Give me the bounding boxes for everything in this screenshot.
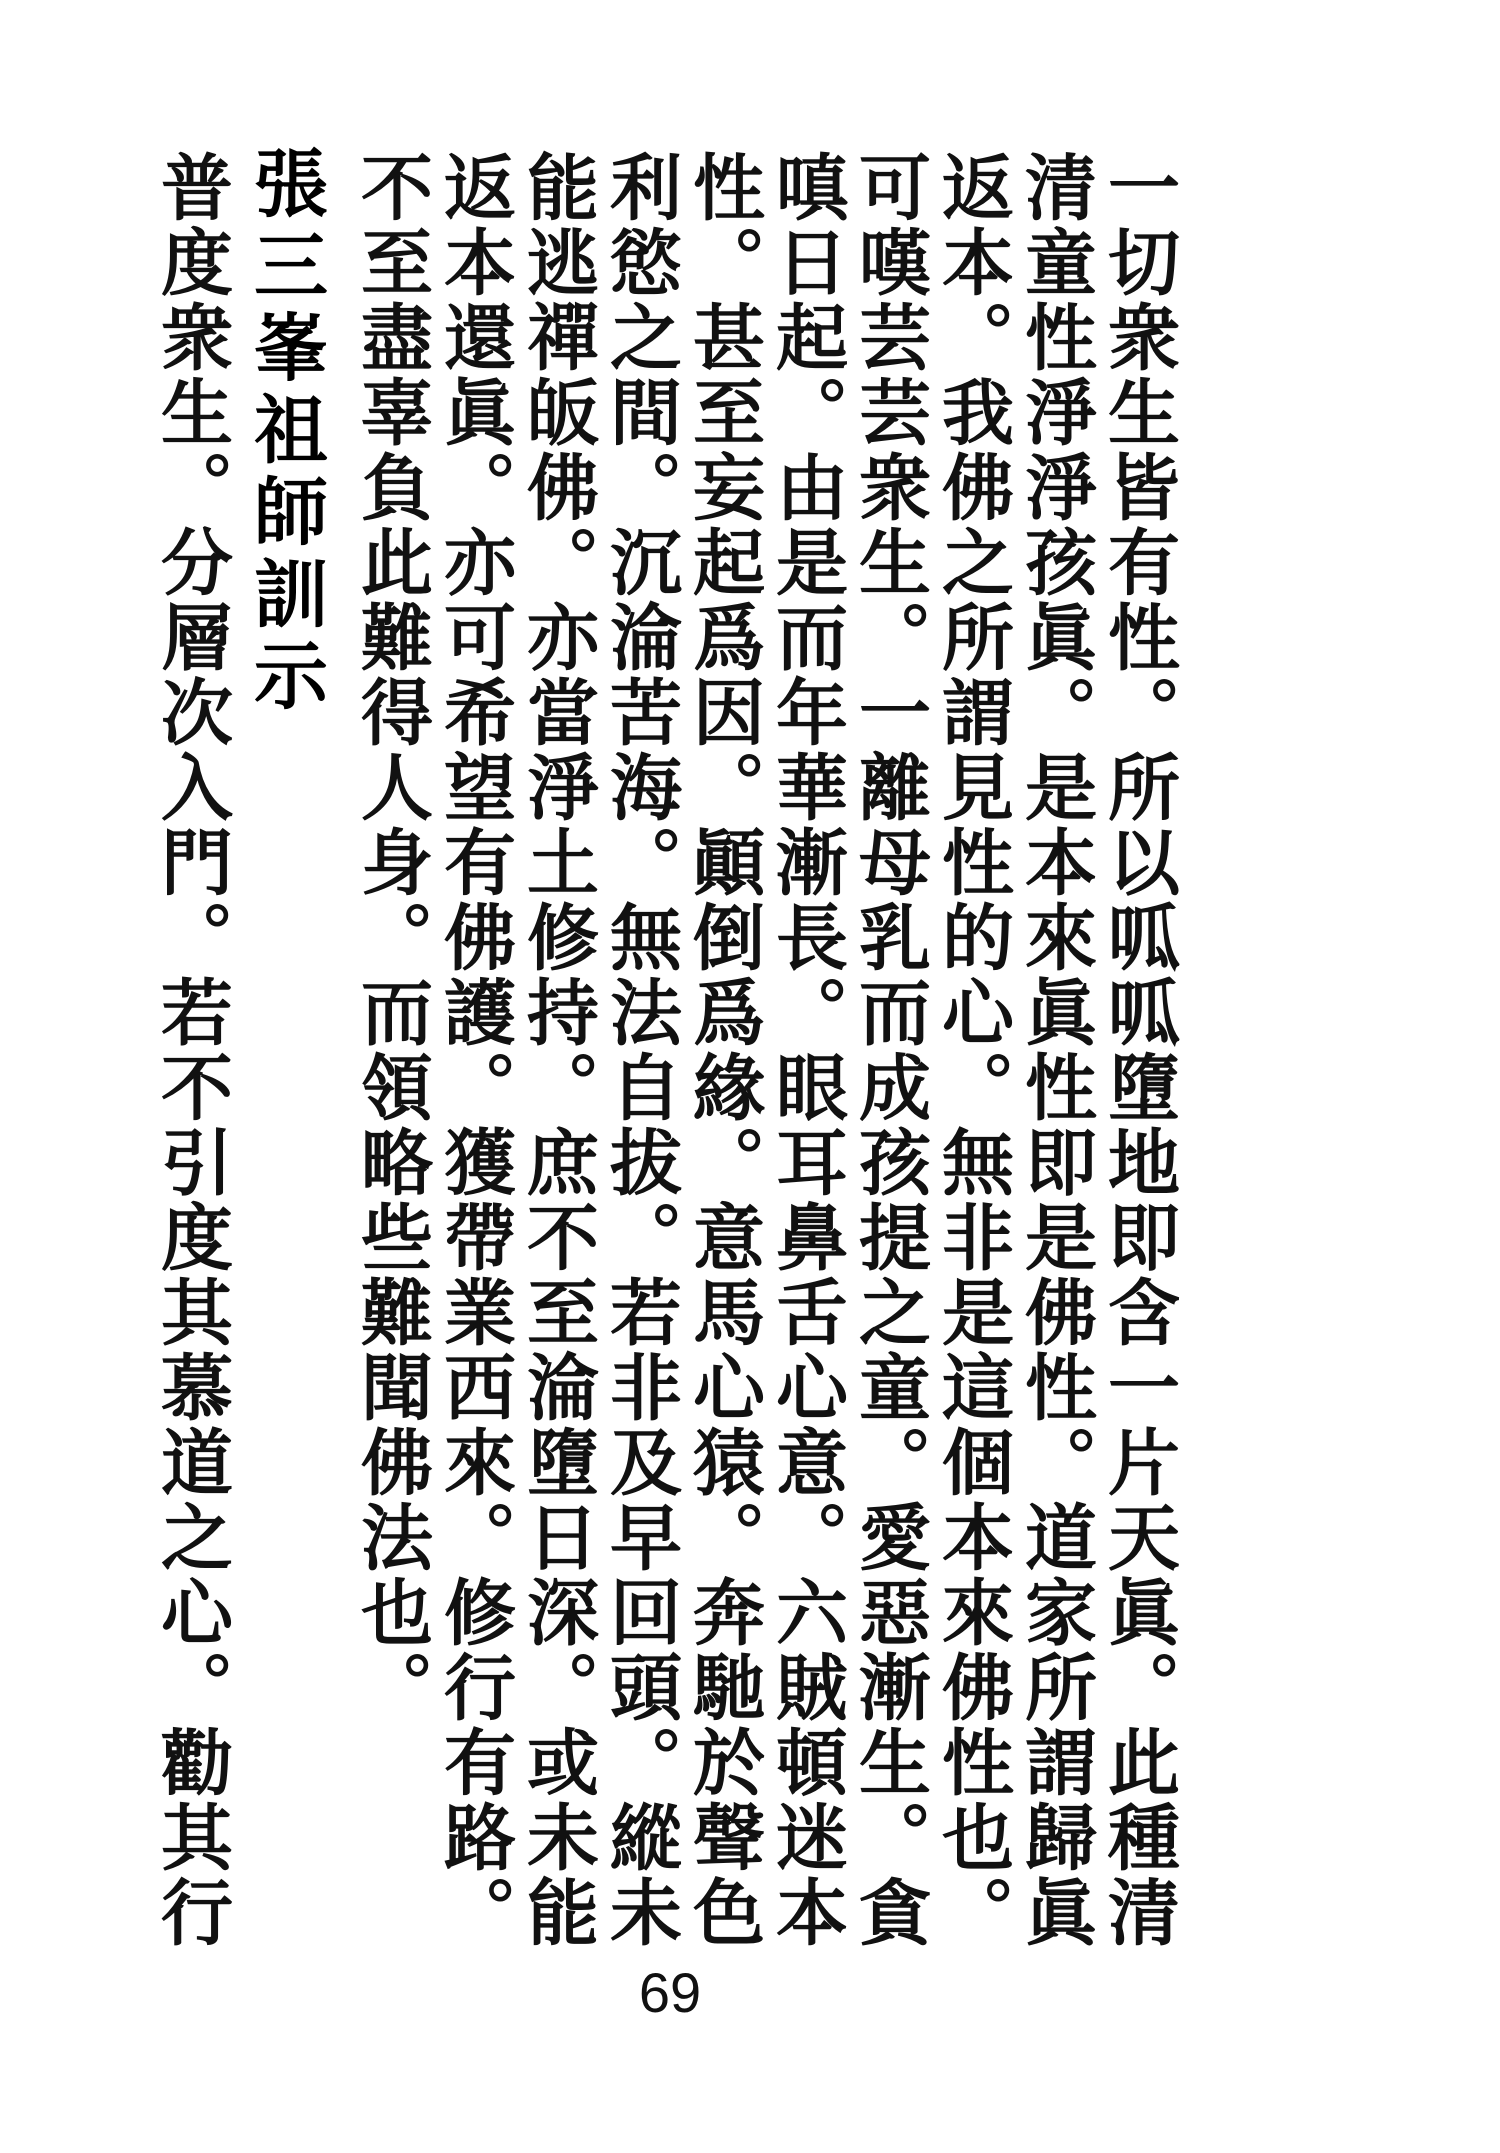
text-column-8: 能逃禪皈佛。亦當淨土修持。庶不至淪墮日深。或未能 [515, 150, 600, 1950]
text-column-3: 返本。我佛之所謂見性的心。無非是這個本來佛性也。 [930, 150, 1015, 1950]
text-column-1: 一切衆生皆有性。所以呱呱墮地即含一片天眞。此種清 [1096, 150, 1181, 1950]
text-column-2: 清童性淨淨孩眞。是本來眞性即是佛性。道家所謂歸眞 [1013, 150, 1098, 1950]
text-column-6: 性。甚至妄起爲因。顚倒爲緣。意馬心猿。奔馳於聲色 [681, 150, 766, 1950]
text-column-5: 嗔日起。由是而年華漸長。眼耳鼻舌心意。六賊頓迷本 [764, 150, 849, 1950]
text-column-4: 可嘆芸芸衆生。一離母乳而成孩提之童。愛惡漸生。貪 [847, 150, 932, 1950]
body-text [349, 150, 1181, 1950]
page-number: 69 [638, 1961, 702, 2024]
text-column-10: 不至盡辜負此難得人身。而領略些難聞佛法也。 [349, 150, 434, 1725]
text-column-7: 利慾之間。沉淪苦海。無法自拔。若非及早回頭。縱未 [598, 150, 683, 1950]
section-heading: 張三峯祖師訓示 [242, 145, 328, 719]
intro-column: 普度衆生。分層次入門。若不引度其慕道之心。勸其行 [149, 150, 234, 1950]
text-column-9: 返本還眞。亦可希望有佛護。獲帶業西來。修行有路。 [432, 150, 517, 1950]
